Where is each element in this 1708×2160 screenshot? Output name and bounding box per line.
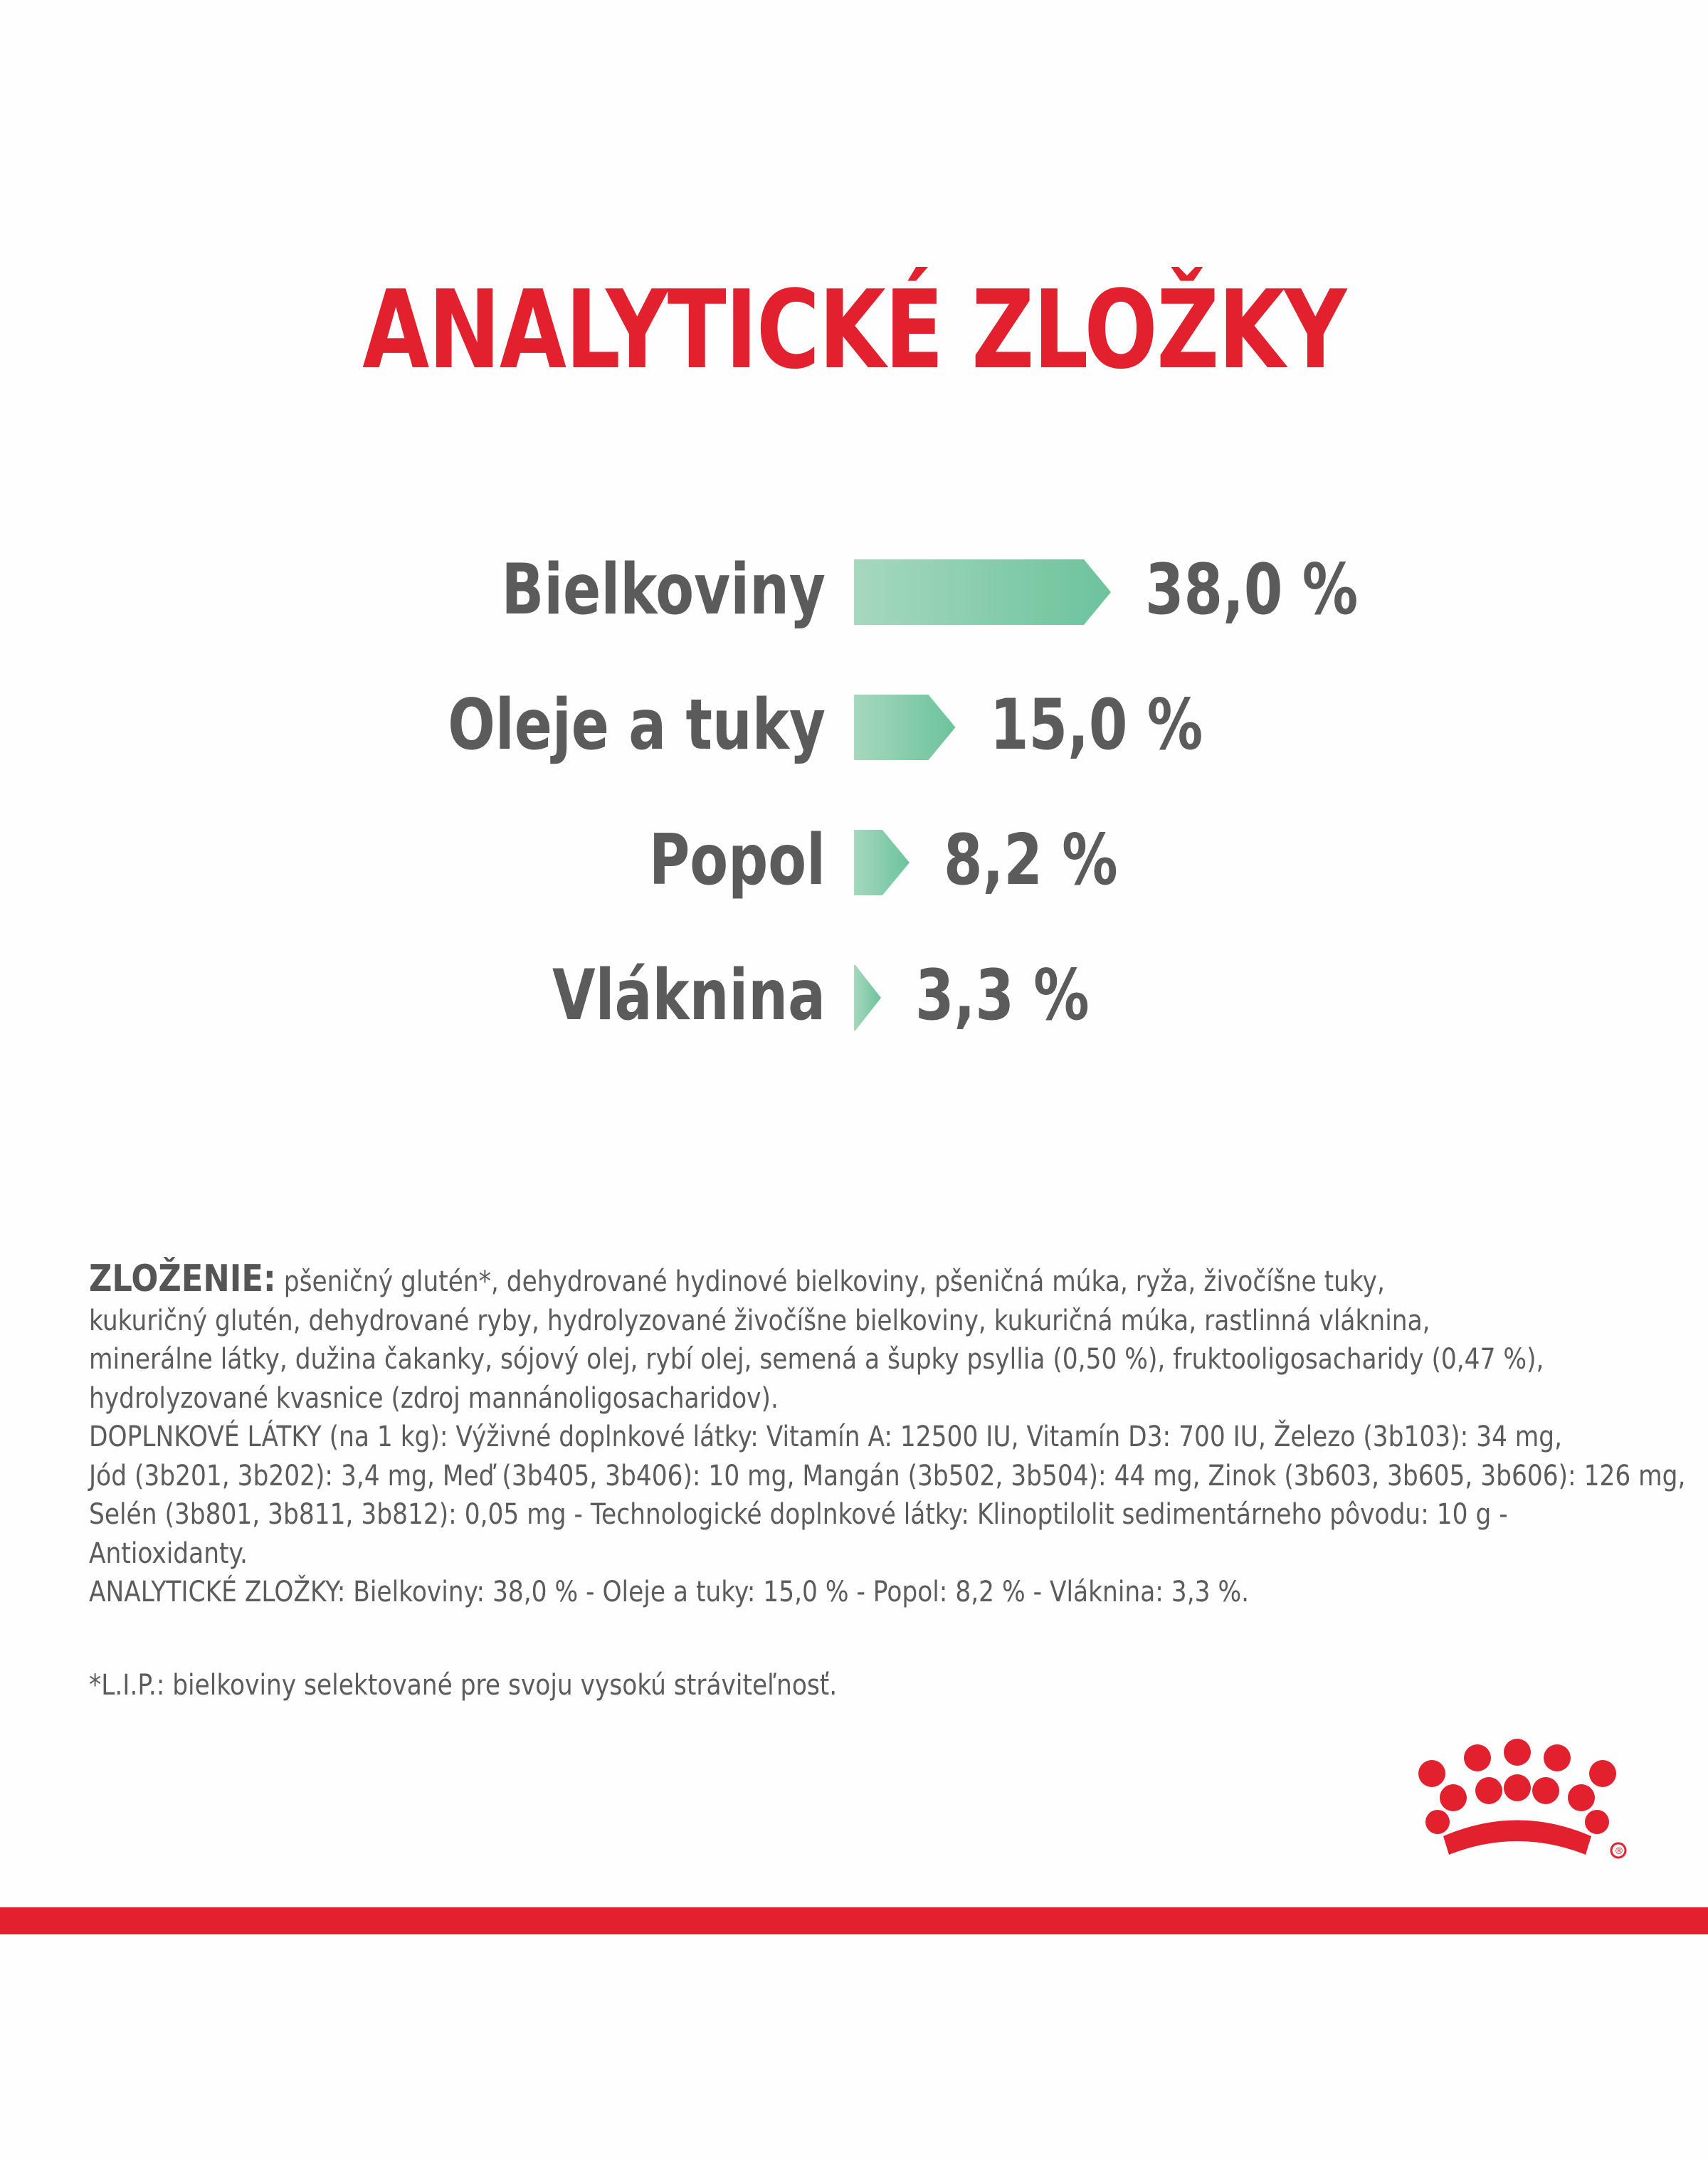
category-label-2: Popol <box>648 820 826 901</box>
category-label-0: Bielkoviny <box>501 549 826 631</box>
value-label-2: 8,2 % <box>943 820 1118 901</box>
crown-icon <box>1395 1737 1637 1865</box>
analytical-summary-line: ANALYTICKÉ ZLOŽKY: Bielkoviny: 38,0 % - Oleje a tuky: 15,0 % - Popol: 8,2 % - Vláknina: 3,3 %. <box>89 1576 1250 1608</box>
additives-line-1: DOPLNKOVÉ LÁTKY (na 1 kg): Výživné doplnkové látky: Vitamín A: 12500 IU, Vitamín D3: 700 IU, Železo (3b103): 34 mg, <box>89 1421 1563 1453</box>
chart-svg <box>0 527 1708 1068</box>
bar-2 <box>854 830 910 895</box>
bar-3 <box>854 965 881 1031</box>
registered-mark: ® <box>1614 1846 1624 1857</box>
composition-line-text: pšeničný glutén*, dehydrované hydinové bielkoviny, pšeničná múka, ryža, živočíšne tuky, <box>283 1265 1385 1298</box>
category-label-1: Oleje a tuky <box>448 685 826 766</box>
composition-line-1: kukuričný glutén, dehydrované ryby, hydrolyzované živočíšne bielkoviny, kukuričná múka, rastlinná vláknina, <box>89 1304 1430 1337</box>
value-label-1: 15,0 % <box>989 685 1203 766</box>
composition-line-0 <box>89 1260 1411 1302</box>
composition-header: ZLOŽENIE: <box>89 1258 276 1300</box>
bar-1 <box>854 695 956 760</box>
value-label-3: 3,3 % <box>915 955 1090 1036</box>
composition-line-2: minerálne látky, dužina čakanky, sójový olej, rybí olej, semená a šupky psyllia (0,50 %), fruktooligosacharidy (0,47 %), <box>89 1343 1544 1376</box>
lip-footnote: *L.I.P.: bielkoviny selektované pre svoju vysokú stráviteľnosť. <box>89 1669 838 1702</box>
value-label-0: 38,0 % <box>1145 549 1359 631</box>
bar-0 <box>854 559 1111 625</box>
category-label-3: Vláknina <box>552 955 826 1036</box>
additives-line-3: Selén (3b801, 3b811, 3b812): 0,05 mg - Technologické doplnkové látky: Klinoptilolit sedimentárneho pôvodu: 10 g - <box>89 1498 1508 1531</box>
composition-text <box>89 1258 1686 1612</box>
additives-line-4: Antioxidanty. <box>89 1537 248 1570</box>
royal-canin-crown-logo <box>1395 1737 1637 1865</box>
brand-red-bar <box>0 1907 1708 1934</box>
nutrient-bar-chart <box>0 527 1708 1068</box>
page-title: ANALYTICKÉ ZLOŽKY <box>362 267 1346 393</box>
additives-line-2: Jód (3b201, 3b202): 3,4 mg, Meď (3b405, 3b406): 10 mg, Mangán (3b502, 3b504): 44 mg, Zinok (3b603, 3b605, 3b606): 126 mg, <box>89 1459 1686 1492</box>
composition-line-3: hydrolyzované kvasnice (zdroj mannánoligosacharidov). <box>89 1381 779 1415</box>
